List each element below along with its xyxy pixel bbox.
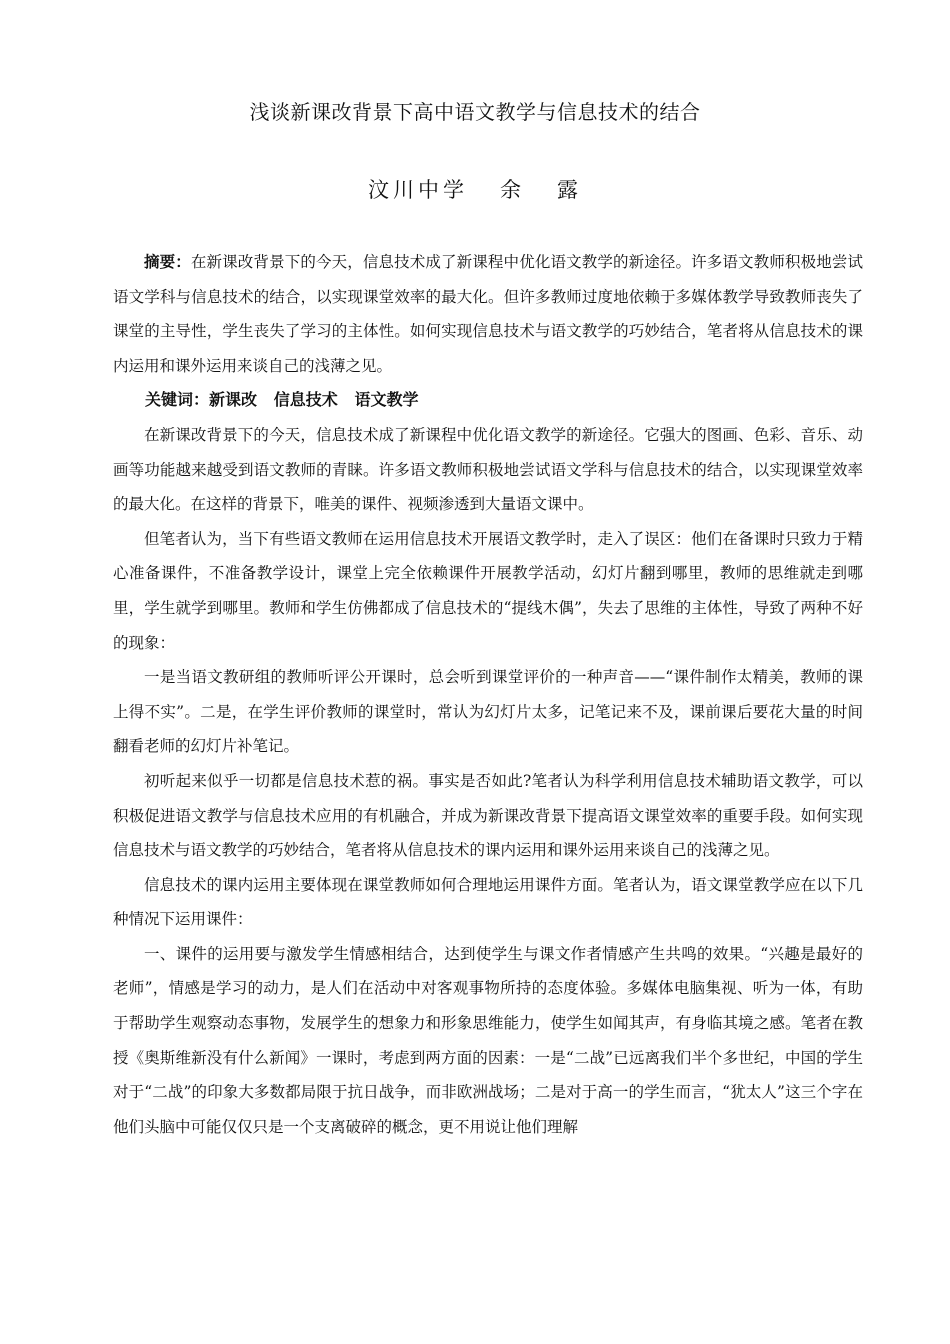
body-paragraph-6: 一、课件的运用要与激发学生情感相结合，达到使学生与课文作者情感产生共鸣的效果。“兴趣是最好的老师”，情感是学习的动力，是人们在活动中对客观事物所持的态度体验。多媒体电脑集视、听为一体，有助于帮助学生观察动态事物，发展学生的想象力和形象思维能力，使学生如闻其声，有身临其境之感。笔者在教授《奥斯维新没有什么新闻》一课时，考虑到两方面的因素：一是“二战”已远离我们半个多世纪，中国的学生对于“二战”的印象大多数都局限于抗日战争，而非欧洲战场；二是对于高一的学生而言，“犹太人”这三个字在他们头脑中可能仅仅只是一个支离破碎的概念，更不用说让他们理解 bbox=[113, 944, 863, 1136]
body-paragraph-4: 初听起来似乎一切都是信息技术惹的祸。事实是否如此?笔者认为科学利用信息技术辅助语文教学，可以积极促进语文教学与信息技术应用的有机融合，并成为新课改背景下提高语文课堂效率的重要手段。如何实现信息技术与语文教学的巧妙结合，笔者将从信息技术的课内运用和课外运用来谈自己的浅薄之见。 bbox=[113, 771, 863, 860]
document-title: 浅谈新课改背景下高中语文教学与信息技术的结合 bbox=[249, 100, 701, 124]
abstract-paragraph bbox=[113, 245, 863, 383]
keywords-terms: 新课改 信息技术 语文教学 bbox=[209, 390, 419, 410]
keywords-label: 关键词： bbox=[145, 390, 210, 410]
document-body bbox=[113, 245, 863, 1144]
body-paragraph-3: 一是当语文教研组的教师听评公开课时，总会听到课堂评价的一种声音——“课件制作太精美，教师的课上得不实”。二是，在学生评价教师的课堂时，常认为幻灯片太多，记笔记来不及，课前课后要花大量的时间翻看老师的幻灯片补笔记。 bbox=[113, 668, 863, 756]
abstract-label: 摘要： bbox=[144, 253, 191, 271]
keywords-line bbox=[113, 383, 863, 418]
abstract-text: 在新课改背景下的今天，信息技术成了新课程中优化语文教学的新途径。许多语文教师积极地尝试语文学科与信息技术的结合，以实现课堂效率的最大化。但许多教师过度地依赖于多媒体教学导致教师丧失了课堂的主导性，学生丧失了学习的主体性。如何实现信息技术与语文教学的巧妙结合，笔者将从信息技术的课内运用和课外运用来谈自己的浅薄之见。 bbox=[113, 253, 863, 375]
body-paragraph-5: 信息技术的课内运用主要体现在课堂教师如何合理地运用课件方面。笔者认为，语文课堂教学应在以下几种情况下运用课件： bbox=[113, 875, 863, 929]
body-paragraph-2: 但笔者认为，当下有些语文教师在运用信息技术开展语文教学时，走入了误区：他们在备课时只致力于精心准备课件，不准备教学设计，课堂上完全依赖课件开展教学活动，幻灯片翻到哪里，教师的思维就走到哪里，学生就学到哪里。教师和学生仿佛都成了信息技术的“提线木偶”，失去了思维的主体性，导致了两种不好的现象： bbox=[113, 529, 863, 652]
body-paragraph-1: 在新课改背景下的今天，信息技术成了新课程中优化语文教学的新途径。它强大的图画、色彩、音乐、动画等功能越来越受到语文教师的青睐。许多语文教师积极地尝试语文学科与信息技术的结合，以实现课堂效率的最大化。在这样的背景下，唯美的课件、视频渗透到大量语文课中。 bbox=[113, 425, 863, 514]
author-line: 汶川中学 余 露 bbox=[367, 178, 583, 202]
